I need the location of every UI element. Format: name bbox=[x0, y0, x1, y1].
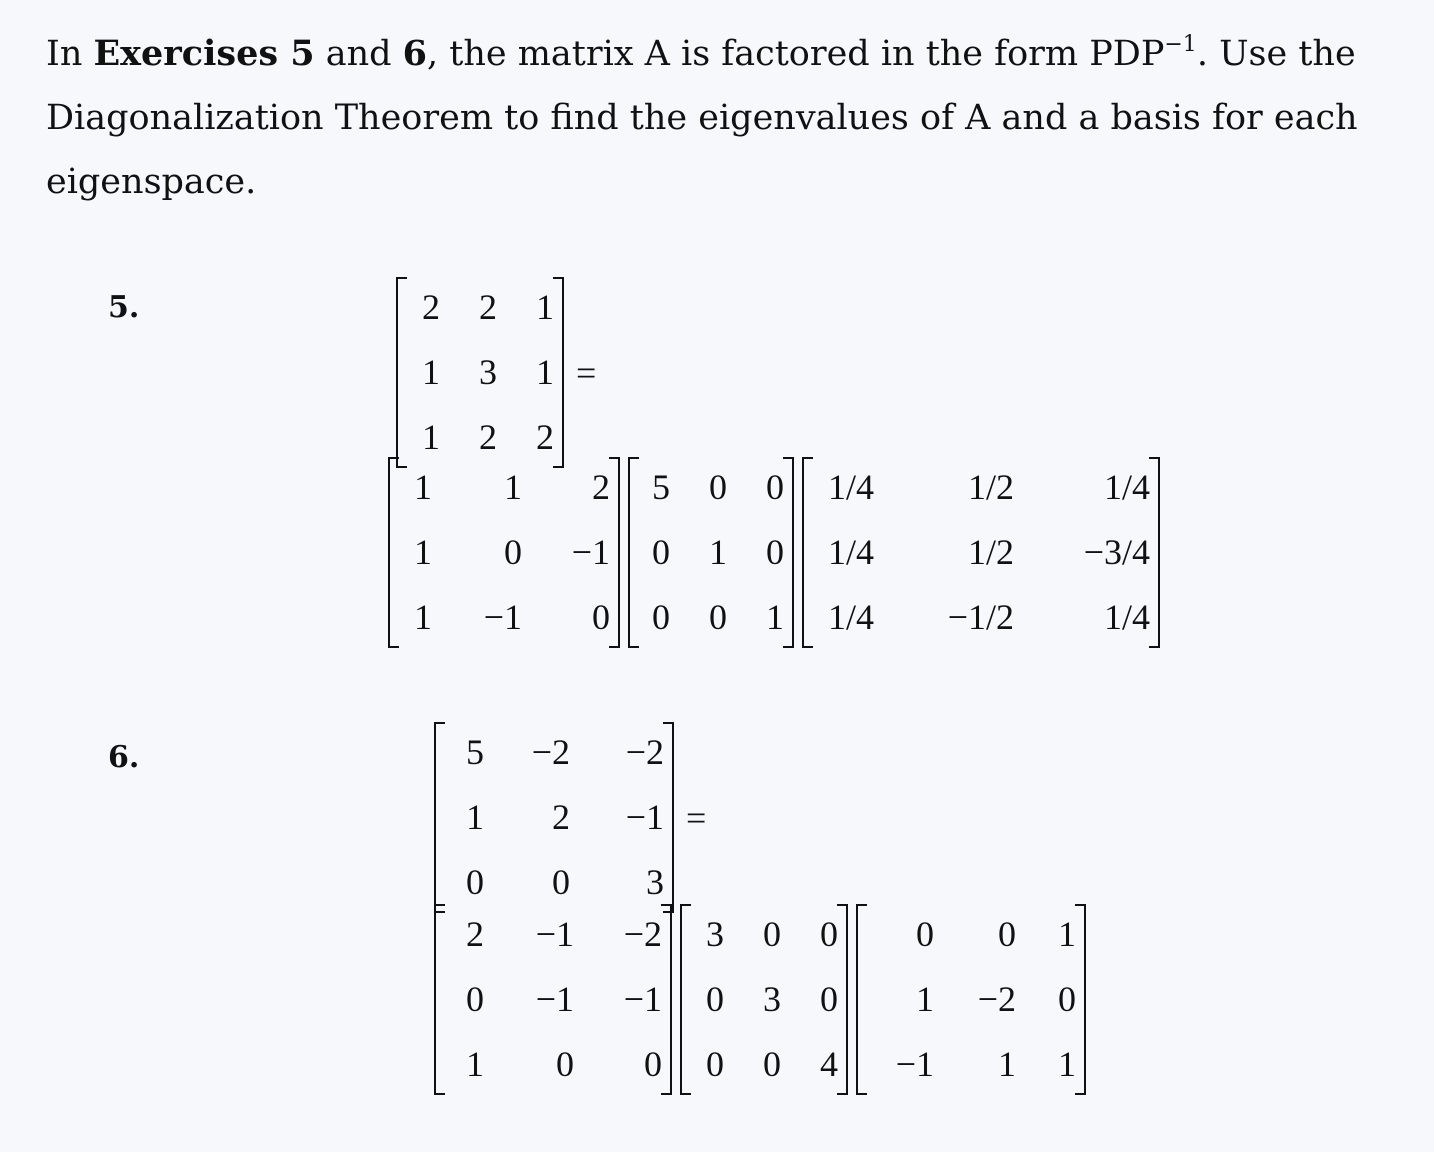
matrix-entry: 1 bbox=[422, 352, 440, 392]
matrix-entry: −1 bbox=[535, 914, 574, 954]
matrix-entry: 0 bbox=[766, 532, 784, 572]
matrix-entry: 0 bbox=[652, 597, 670, 637]
matrix-entry: −1 bbox=[623, 979, 662, 1019]
matrix-entry: −1 bbox=[483, 597, 522, 637]
matrix-entry: 1/2 bbox=[967, 532, 1014, 572]
matrix-entry: 0 bbox=[763, 1044, 781, 1084]
intro-text-4: . Use the Diagonalization Theorem to find the eigenvalues of A and a basis for each eigenspace. bbox=[46, 34, 1358, 202]
matrix-entry: 2 bbox=[422, 287, 440, 327]
matrix-entry: 0 bbox=[556, 1044, 574, 1084]
intro-text-2: and bbox=[314, 34, 403, 74]
matrix-entry: 1 bbox=[1058, 1044, 1076, 1084]
matrix-entry: 0 bbox=[466, 979, 484, 1019]
matrix-entry: 1 bbox=[536, 352, 554, 392]
matrix-entry: −2 bbox=[977, 979, 1016, 1019]
matrix-entry: 1 bbox=[1058, 914, 1076, 954]
matrix-entry: 1 bbox=[998, 1044, 1016, 1084]
matrix-entry: −2 bbox=[531, 732, 570, 772]
exercise-5-number: 5. bbox=[108, 290, 140, 325]
matrix-entry: 1/4 bbox=[827, 597, 874, 637]
matrix-entry: −1 bbox=[571, 532, 610, 572]
matrix-entry: 0 bbox=[706, 1044, 724, 1084]
matrix-entry: 1 bbox=[504, 467, 522, 507]
matrix-entry: 1 bbox=[709, 532, 727, 572]
exercise-6-lhs bbox=[430, 720, 706, 915]
matrix-entry: −2 bbox=[625, 732, 664, 772]
matrix-entry: 0 bbox=[466, 862, 484, 902]
matrix-entry: 0 bbox=[763, 914, 781, 954]
matrix-entry: 3 bbox=[706, 914, 724, 954]
exercise-5-matrix-p-inverse bbox=[802, 455, 1160, 650]
exercise-6-rhs bbox=[430, 902, 1090, 1097]
exercise-5-lhs bbox=[392, 275, 596, 470]
matrix-entry: 1 bbox=[414, 532, 432, 572]
equals-sign: = bbox=[576, 352, 597, 393]
exercise-6-matrix-d bbox=[680, 902, 848, 1097]
matrix-entry: 1/2 bbox=[967, 467, 1014, 507]
exercise-5-matrix-d bbox=[628, 455, 794, 650]
matrix-entry: −3/4 bbox=[1083, 532, 1150, 572]
matrix-entry: 1 bbox=[414, 597, 432, 637]
intro-text-3: , the matrix A is factored in the form PDP bbox=[427, 34, 1165, 74]
intro-bold-six: 6 bbox=[402, 33, 428, 74]
matrix-entry: 0 bbox=[820, 979, 838, 1019]
matrix-entry: 1/4 bbox=[827, 532, 874, 572]
matrix-entry: 2 bbox=[479, 417, 497, 457]
matrix-entry: 5 bbox=[466, 732, 484, 772]
matrix-entry: 0 bbox=[998, 914, 1016, 954]
matrix-entry: 3 bbox=[646, 862, 664, 902]
intro-text-1: In bbox=[46, 34, 94, 74]
equals-sign: = bbox=[686, 797, 707, 838]
matrix-entry: 2 bbox=[592, 467, 610, 507]
exercise-5-rhs bbox=[384, 455, 1164, 650]
matrix-entry: 0 bbox=[1058, 979, 1076, 1019]
exercise-instructions bbox=[46, 22, 1386, 214]
matrix-entry: 3 bbox=[479, 352, 497, 392]
matrix-entry: 1 bbox=[466, 797, 484, 837]
matrix-entry: 1/4 bbox=[1103, 597, 1150, 637]
exercise-6-number: 6. bbox=[108, 740, 140, 775]
matrix-entry: 1/4 bbox=[1103, 467, 1150, 507]
matrix-entry: 1 bbox=[536, 287, 554, 327]
matrix-entry: 1 bbox=[422, 417, 440, 457]
matrix-entry: 0 bbox=[504, 532, 522, 572]
exercise-5-matrix-a bbox=[396, 275, 564, 470]
matrix-entry: 2 bbox=[479, 287, 497, 327]
matrix-entry: −1/2 bbox=[947, 597, 1014, 637]
matrix-entry: 1 bbox=[766, 597, 784, 637]
matrix-entry: 5 bbox=[652, 467, 670, 507]
exercise-6-matrix-p-inverse bbox=[856, 902, 1086, 1097]
matrix-entry: −2 bbox=[623, 914, 662, 954]
matrix-entry: 0 bbox=[592, 597, 610, 637]
matrix-entry: −1 bbox=[535, 979, 574, 1019]
matrix-entry: 0 bbox=[644, 1044, 662, 1084]
matrix-entry: 2 bbox=[536, 417, 554, 457]
matrix-entry: 0 bbox=[766, 467, 784, 507]
matrix-entry: 1 bbox=[466, 1044, 484, 1084]
matrix-entry: 0 bbox=[652, 532, 670, 572]
exercise-6-matrix-a bbox=[434, 720, 674, 915]
matrix-entry: 4 bbox=[820, 1044, 838, 1084]
matrix-entry: 2 bbox=[466, 914, 484, 954]
intro-bold-exercises: Exercises 5 bbox=[93, 33, 315, 74]
matrix-entry: 1 bbox=[414, 467, 432, 507]
matrix-entry: 2 bbox=[552, 797, 570, 837]
matrix-entry: 0 bbox=[709, 597, 727, 637]
matrix-entry: 0 bbox=[916, 914, 934, 954]
matrix-entry: −1 bbox=[625, 797, 664, 837]
exercise-6-matrix-p bbox=[434, 902, 672, 1097]
matrix-entry: 0 bbox=[552, 862, 570, 902]
matrix-entry: 3 bbox=[763, 979, 781, 1019]
matrix-entry: 0 bbox=[709, 467, 727, 507]
inverse-superscript: −1 bbox=[1164, 32, 1197, 57]
matrix-entry: 0 bbox=[820, 914, 838, 954]
matrix-entry: 1/4 bbox=[827, 467, 874, 507]
matrix-entry: 1 bbox=[916, 979, 934, 1019]
exercise-5-matrix-p bbox=[388, 455, 620, 650]
matrix-entry: −1 bbox=[895, 1044, 934, 1084]
matrix-entry: 0 bbox=[706, 979, 724, 1019]
